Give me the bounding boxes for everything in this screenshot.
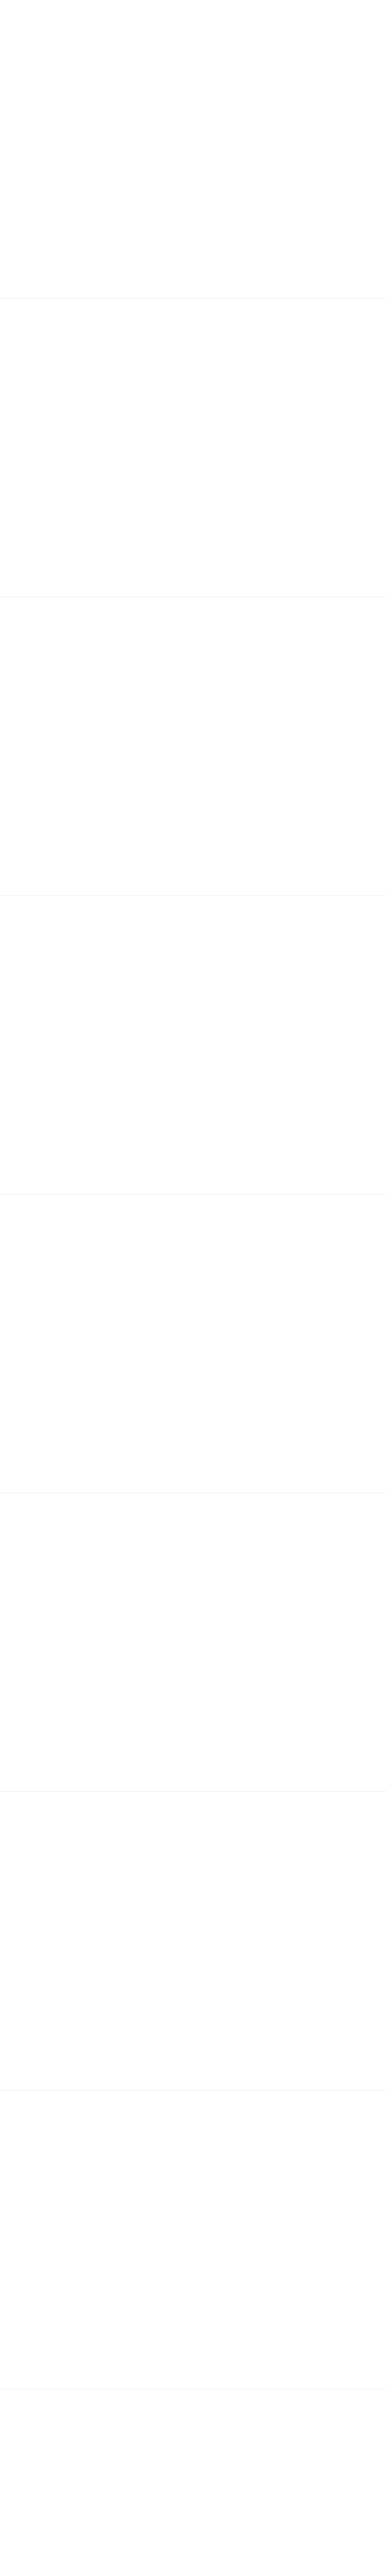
diagram-panel-2 xyxy=(0,299,386,598)
diagram-panel-5 xyxy=(0,1195,386,1494)
diagram-panel-8 xyxy=(0,2091,386,2389)
diagram-panel-9 xyxy=(0,2389,386,2576)
diagram-panel-6 xyxy=(0,1493,386,1792)
diagram-panel-1 xyxy=(0,0,386,299)
diagram-panel-7 xyxy=(0,1792,386,2091)
diagram-panel-3 xyxy=(0,597,386,896)
diagram-panel-4 xyxy=(0,896,386,1195)
